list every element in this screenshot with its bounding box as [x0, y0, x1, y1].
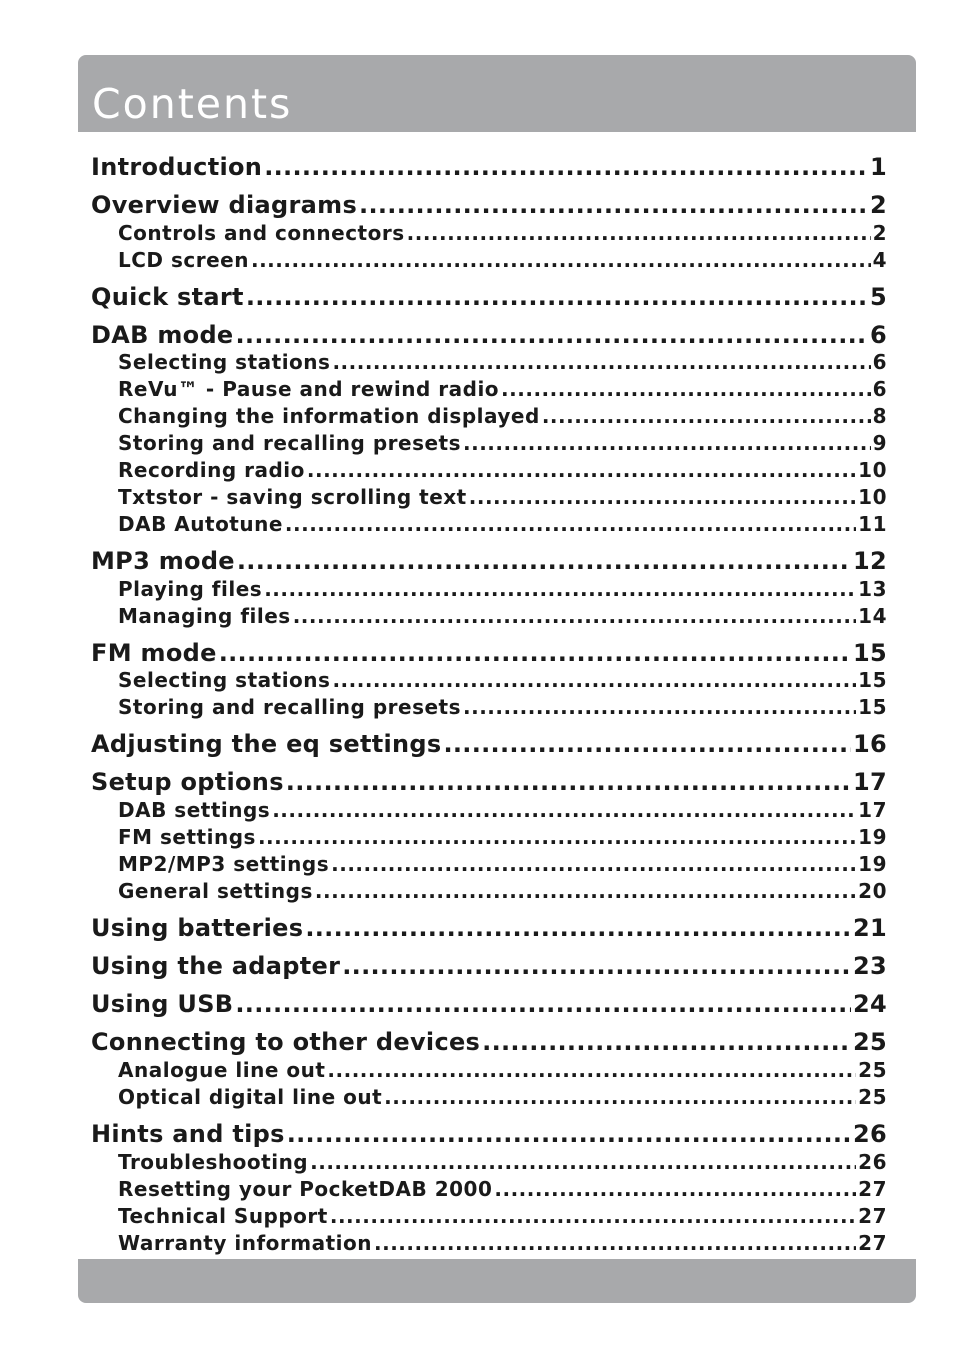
toc-subentry[interactable] — [118, 431, 887, 455]
toc-entry[interactable] — [91, 1119, 887, 1149]
toc-dot-leader — [236, 320, 869, 350]
toc-dot-leader — [330, 1204, 856, 1228]
toc-page-number: 26 — [853, 1120, 887, 1148]
toc-dot-leader — [293, 604, 856, 628]
toc-entry[interactable] — [91, 951, 887, 981]
toc-subentry[interactable] — [118, 852, 887, 876]
toc-dot-leader — [407, 221, 871, 245]
toc-entry-title: DAB Autotune — [118, 512, 283, 536]
toc-entry[interactable] — [91, 989, 887, 1019]
toc-subentry[interactable] — [118, 1085, 887, 1109]
toc-entry[interactable] — [91, 190, 887, 220]
toc-subentry[interactable] — [118, 879, 887, 903]
toc-entry-title: Using the adapter — [91, 952, 341, 980]
toc-page-number: 20 — [858, 879, 887, 903]
toc-entry-title: Troubleshooting — [118, 1150, 309, 1174]
toc-entry-title: Playing files — [118, 577, 263, 601]
toc-dot-leader — [494, 1177, 856, 1201]
toc-page-number: 25 — [858, 1058, 887, 1082]
toc-page-number: 13 — [858, 577, 887, 601]
toc-entry-title: Resetting your PocketDAB 2000 — [118, 1177, 493, 1201]
toc-dot-leader — [287, 1119, 851, 1149]
toc-subentry[interactable] — [118, 350, 887, 374]
toc-entry[interactable] — [91, 282, 887, 312]
toc-entry-title: Using batteries — [91, 914, 304, 942]
toc-entry-title: Storing and recalling presets — [118, 695, 461, 719]
toc-dot-leader — [463, 695, 856, 719]
toc-page-number: 17 — [853, 768, 887, 796]
toc-dot-leader — [285, 512, 856, 536]
toc-page-number: 12 — [853, 547, 887, 575]
toc-subentry[interactable] — [118, 404, 887, 428]
toc-entry-title: Storing and recalling presets — [118, 431, 461, 455]
toc-entry[interactable] — [91, 1027, 887, 1057]
toc-subentry[interactable] — [118, 1204, 887, 1228]
toc-entry[interactable] — [91, 546, 887, 576]
toc-dot-leader — [501, 377, 871, 401]
toc-entry-title: DAB settings — [118, 798, 271, 822]
toc-entry[interactable] — [91, 729, 887, 759]
toc-subentry[interactable] — [118, 1058, 887, 1082]
toc-page-number: 1 — [870, 153, 887, 181]
toc-dot-leader — [237, 546, 851, 576]
toc-entry-title: General settings — [118, 879, 313, 903]
toc-page-number: 2 — [872, 221, 887, 245]
toc-page-number: 6 — [870, 321, 887, 349]
toc-dot-leader — [359, 190, 868, 220]
toc-page-number: 19 — [858, 852, 887, 876]
toc-entry-title: Recording radio — [118, 458, 305, 482]
toc-entry-title: Introduction — [91, 153, 263, 181]
toc-dot-leader — [272, 798, 856, 822]
toc-entry-title: LCD screen — [118, 248, 249, 272]
toc-dot-leader — [286, 767, 851, 797]
toc-page-number: 21 — [853, 914, 887, 942]
toc-page-number: 26 — [858, 1150, 887, 1174]
toc-subentry[interactable] — [118, 577, 887, 601]
toc-page-number: 14 — [858, 604, 887, 628]
toc-entry-title: Hints and tips — [91, 1120, 285, 1148]
toc-entry[interactable] — [91, 152, 887, 182]
toc-entry-title: DAB mode — [91, 321, 234, 349]
toc-entry-title: Connecting to other devices — [91, 1028, 481, 1056]
toc-subentry[interactable] — [118, 798, 887, 822]
toc-entry[interactable] — [91, 320, 887, 350]
toc-subentry[interactable] — [118, 485, 887, 509]
toc-subentry[interactable] — [118, 458, 887, 482]
toc-page-number: 27 — [858, 1204, 887, 1228]
toc-dot-leader — [342, 951, 851, 981]
toc-page-number: 6 — [872, 350, 887, 374]
toc-entry-title: ReVu™ - Pause and rewind radio — [118, 377, 500, 401]
toc-page-number: 27 — [858, 1177, 887, 1201]
header-band — [78, 55, 916, 132]
toc-subentry[interactable] — [118, 377, 887, 401]
toc-page-number: 9 — [872, 431, 887, 455]
toc-entry-title: FM settings — [118, 825, 256, 849]
toc-subentry[interactable] — [118, 248, 887, 272]
toc-subentry[interactable] — [118, 825, 887, 849]
toc-page-number: 15 — [853, 639, 887, 667]
toc-entry-title: Optical digital line out — [118, 1085, 383, 1109]
toc-page-number: 17 — [858, 798, 887, 822]
toc-page-number: 4 — [872, 248, 887, 272]
toc-dot-leader — [264, 152, 868, 182]
toc-entry-title: Technical Support — [118, 1204, 328, 1228]
toc-dot-leader — [258, 825, 856, 849]
toc-entry-title: FM mode — [91, 639, 217, 667]
toc-page-number: 23 — [853, 952, 887, 980]
toc-dot-leader — [469, 485, 856, 509]
toc-dot-leader — [542, 404, 871, 428]
toc-dot-leader — [332, 668, 856, 692]
toc-entry-title: Selecting stations — [118, 668, 331, 692]
toc-entry-title: MP2/MP3 settings — [118, 852, 330, 876]
toc-page-number: 15 — [858, 695, 887, 719]
toc-dot-leader — [327, 1058, 856, 1082]
toc-subentry[interactable] — [118, 512, 887, 536]
toc-dot-leader — [305, 913, 851, 943]
toc-entry-title: Analogue line out — [118, 1058, 326, 1082]
toc-subentry[interactable] — [118, 604, 887, 628]
toc-page-number: 2 — [870, 191, 887, 219]
toc-dot-leader — [235, 989, 851, 1019]
toc-entry-title: Overview diagrams — [91, 191, 358, 219]
toc-subentry[interactable] — [118, 221, 887, 245]
toc-page-number: 10 — [858, 485, 887, 509]
toc-entry-title: MP3 mode — [91, 547, 235, 575]
toc-page-number: 16 — [853, 730, 887, 758]
toc-dot-leader — [331, 852, 856, 876]
toc-dot-leader — [219, 638, 851, 668]
toc-entry-title: Quick start — [91, 283, 244, 311]
toc-entry[interactable] — [91, 767, 887, 797]
toc-dot-leader — [310, 1150, 856, 1174]
toc-page-number: 6 — [872, 377, 887, 401]
toc-page-number: 10 — [858, 458, 887, 482]
toc-subentry[interactable] — [118, 1177, 887, 1201]
toc-page-number: 5 — [870, 283, 887, 311]
toc-dot-leader — [384, 1085, 856, 1109]
toc-dot-leader — [482, 1027, 851, 1057]
toc-dot-leader — [315, 879, 856, 903]
toc-page-number: 27 — [858, 1231, 887, 1255]
toc-dot-leader — [251, 248, 871, 272]
toc-dot-leader — [307, 458, 856, 482]
toc-dot-leader — [443, 729, 851, 759]
toc-page-number: 15 — [858, 668, 887, 692]
page-title: Contents — [92, 80, 293, 128]
toc-page-number: 25 — [858, 1085, 887, 1109]
toc-entry[interactable] — [91, 638, 887, 668]
toc-dot-leader — [332, 350, 870, 374]
toc-subentry[interactable] — [118, 695, 887, 719]
toc-dot-leader — [463, 431, 871, 455]
toc-subentry[interactable] — [118, 668, 887, 692]
toc-entry-title: Using USB — [91, 990, 234, 1018]
toc-page-number: 24 — [853, 990, 887, 1018]
toc-entry-title: Selecting stations — [118, 350, 331, 374]
toc-entry-title: Setup options — [91, 768, 284, 796]
toc-entry-title: Adjusting the eq settings — [91, 730, 442, 758]
toc-page-number: 25 — [853, 1028, 887, 1056]
toc-dot-leader — [374, 1231, 856, 1255]
toc-entry-title: Changing the information displayed — [118, 404, 540, 428]
toc-dot-leader — [264, 577, 856, 601]
toc-page-number: 11 — [858, 512, 887, 536]
toc-subentry[interactable] — [118, 1150, 887, 1174]
footer-band — [78, 1259, 916, 1303]
toc-page-number: 8 — [872, 404, 887, 428]
toc-entry-title: Txtstor - saving scrolling text — [118, 485, 467, 509]
toc-entry-title: Managing files — [118, 604, 291, 628]
toc-dot-leader — [246, 282, 868, 312]
toc-page-number: 19 — [858, 825, 887, 849]
toc-entry[interactable] — [91, 913, 887, 943]
toc-subentry[interactable] — [118, 1231, 887, 1255]
toc-entry-title: Warranty information — [118, 1231, 372, 1255]
toc-entry-title: Controls and connectors — [118, 221, 405, 245]
